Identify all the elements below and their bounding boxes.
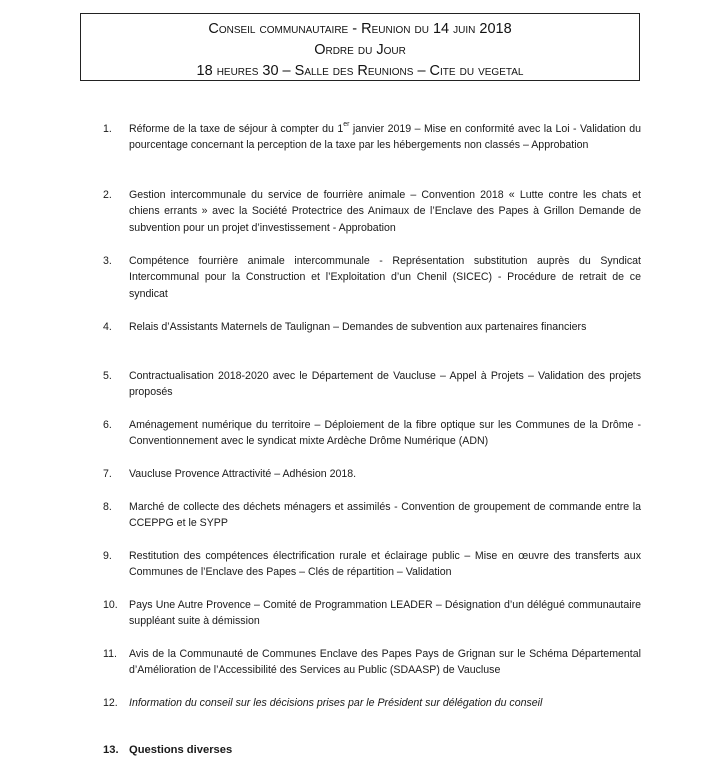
agenda-item-text: Gestion intercommunale du service de fourrière animale – Convention 2018 « Lutte contre les chats et chiens errants » avec la Société Protectrice des Animaux de l’Enclave des Papes à Grillon Demande de subvention pour un projet d’investissement - Approbation (129, 189, 641, 234)
agenda-item-text: Relais d’Assistants Maternels de Taulignan – Demandes de subvention aux partenaires financiers (129, 321, 587, 333)
agenda-item-text: Questions diverses (129, 744, 233, 756)
agenda-item-number: 5. (103, 370, 112, 382)
agenda-item-text: Marché de collecte des déchets ménagers et assimilés - Convention de groupement de commande entre la CCEPPG et le SYPP (129, 501, 641, 530)
agenda-item-4 (103, 319, 641, 335)
ordinal-superscript: er (343, 121, 350, 129)
agenda-item-1 (103, 121, 641, 154)
agenda-item-2 (103, 187, 641, 236)
agenda-item-10 (103, 597, 641, 630)
agenda-item-text: Avis de la Communauté de Communes Enclave des Papes Pays de Grignan sur le Schéma Départemental d’Amélioration de l’Accessibilité des Services au Public (SDAASP) de Vaucluse (129, 648, 641, 677)
agenda-item-8 (103, 499, 641, 532)
agenda-item-text: Information du conseil sur les décisions prises par le Président sur délégation du conseil (129, 697, 543, 709)
agenda-item-12 (103, 695, 641, 711)
agenda-item-number: 2. (103, 189, 112, 201)
agenda-item-text: Aménagement numérique du territoire – Déploiement de la fibre optique sur les Communes de la Drôme - Conventionnement avec le syndicat mixte Ardèche Drôme Numérique (ADN) (129, 419, 641, 448)
agenda-item-text: Pays Une Autre Provence – Comité de Programmation LEADER – Désignation d’un délégué communautaire suppléant suite à démission (129, 599, 641, 628)
agenda-item-number: 10. (103, 599, 118, 611)
agenda-item-number: 4. (103, 321, 112, 333)
agenda-item-number: 7. (103, 468, 112, 480)
agenda-item-number: 3. (103, 255, 112, 267)
agenda-item-number: 11. (103, 648, 117, 660)
agenda-header-box (80, 13, 640, 81)
agenda-item-3 (103, 253, 641, 302)
agenda-item-9 (103, 548, 641, 581)
agenda-item-number: 1. (103, 123, 112, 135)
agenda-item-number: 12. (103, 697, 118, 709)
meeting-time-location: 18 heures 30 – Salle des Reunions – Cite du vegetal (196, 63, 524, 79)
meeting-title: Conseil communautaire - Reunion du 14 juin 2018 (208, 21, 512, 37)
agenda-item-text: Vaucluse Provence Attractivité – Adhésion 2018. (129, 468, 357, 480)
agenda-item-7 (103, 466, 641, 482)
agenda-item-number: 6. (103, 419, 112, 431)
agenda-item-text (129, 121, 641, 154)
agenda-item-text: Compétence fourrière animale intercommunale - Représentation substitution auprès du Syndicat Intercommunal pour la Construction et l’Exploitation d’un Chenil (SICEC) - Procédure de retrait de ce syndicat (129, 255, 641, 300)
agenda-item-5 (103, 368, 641, 401)
agenda-item-number: 8. (103, 501, 112, 513)
agenda-item-6 (103, 417, 641, 450)
agenda-heading: Ordre du Jour (314, 42, 406, 58)
agenda-item-number: 13. (103, 744, 119, 756)
agenda-item-text-part: janvier 2019 – Mise en conformité avec la Loi - Validation du pourcentage concernant la perception de la taxe par les hébergements non classés – Approbation (129, 123, 641, 152)
agenda-item-text-part: Réforme de la taxe de séjour à compter du 1 (129, 123, 344, 135)
agenda-item-text: Contractualisation 2018-2020 avec le Département de Vaucluse – Appel à Projets – Validation des projets proposés (129, 370, 641, 399)
agenda-item-11 (103, 646, 641, 679)
agenda-item-text: Restitution des compétences électrification rurale et éclairage public – Mise en œuvre des transferts aux Communes de l’Enclave des Papes – Clés de répartition – Validation (129, 550, 641, 579)
agenda-item-13 (103, 742, 641, 758)
agenda-item-number: 9. (103, 550, 112, 562)
